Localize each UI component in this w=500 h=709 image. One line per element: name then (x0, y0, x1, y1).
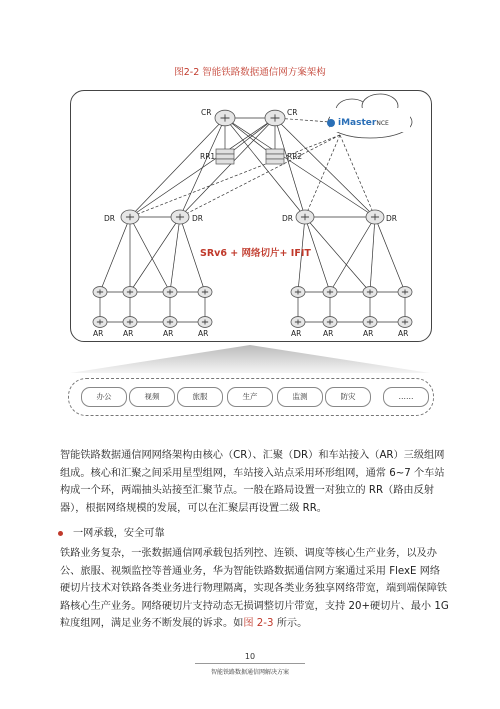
dr-label-3: DR (282, 214, 293, 223)
ar-router-icon-16 (398, 317, 412, 328)
bullet-body-text: 铁路业务复杂，一张数据通信网承载包括列控、连锁、调度等核心生产业务，以及办公、旅服、视频监控等普通业务，华为智能铁路数据通信网方案通过采用 FlexE 网络硬切片技术对铁路各类业务进行物理隔离，实现各类业务独享网络带宽，端到端保障铁路核心生产业务。网络硬切片支持动态无损调整切片带宽，支持 20+硬切片、最小 1G 粒度组网，满足业务不断发展的诉求。如 (60, 548, 449, 629)
rr1-server-icon (216, 149, 234, 164)
imaster-nce-label (338, 118, 389, 128)
bullet-title: 一网承载，安全可靠 (73, 528, 165, 539)
upward-arrow-icon (70, 345, 430, 375)
service-tag-1: 办公 (81, 387, 127, 407)
ar-label-2: AR (123, 329, 134, 338)
ar-router-icon-8 (198, 317, 212, 328)
rr2-label: RR2 (287, 152, 303, 161)
ar-router-icon-9 (291, 287, 305, 298)
service-tag-2: 视频 (129, 387, 175, 407)
cr-label-left: CR (201, 108, 212, 117)
dr-router-icon-1 (121, 210, 139, 224)
ar-router-icon-7 (163, 317, 177, 328)
dr-router-icon-2 (171, 210, 189, 224)
services-panel (68, 378, 434, 416)
ar-label-1: AR (93, 329, 104, 338)
cr-router-left-icon (215, 110, 235, 126)
bullet-heading (58, 524, 165, 539)
service-tag-5: 监测 (277, 387, 323, 407)
bullet-body-end: 所示。 (273, 618, 308, 629)
cr-router-right-icon (265, 110, 285, 126)
bullet-paragraph (60, 545, 450, 633)
ar-label-5: AR (291, 329, 302, 338)
page-number: 10 (244, 652, 256, 661)
bullet-dot-icon (58, 531, 63, 536)
footer-divider (195, 663, 305, 664)
ar-router-icon-6 (123, 317, 137, 328)
ar-router-icon-5 (93, 317, 107, 328)
ar-router-icon-12 (398, 287, 412, 298)
service-tag-7: …… (383, 387, 429, 407)
srv6-overlay-text: SRv6 + 网络切片+ IFIT (200, 248, 311, 259)
ar-label-4: AR (198, 329, 209, 338)
intro-paragraph: 智能铁路数据通信网网络架构由核心（CR）、汇聚（DR）和车站接入（AR）三级组网组成。核心和汇聚之间采用星型组网，车站接入站点采用环形组网，通常 6~7 个车站构成一个环，两端抽头站接至汇聚节点。一般在路局设置一对独立的 RR（路由反射器），根据网络规模的发展，可以在汇聚层再设置二级 RR。 (60, 450, 445, 514)
rr1-label: RR1 (200, 152, 216, 161)
dr-label-4: DR (386, 214, 397, 223)
service-tag-4: 生产 (227, 387, 273, 407)
ar-router-icon-4 (198, 287, 212, 298)
footer-title: 智能铁路数据通信网解决方案 (210, 669, 289, 676)
ar-label-3: AR (163, 329, 174, 338)
dr-router-icon-3 (296, 210, 314, 224)
ar-label-7: AR (363, 329, 374, 338)
cloud-icon (327, 94, 412, 138)
ar-label-6: AR (323, 329, 334, 338)
ar-router-icon-13 (291, 317, 305, 328)
imaster-suffix: NCE (376, 120, 389, 127)
ar-label-8: AR (398, 329, 409, 338)
service-tag-6: 防灾 (325, 387, 371, 407)
rr2-server-icon (266, 149, 284, 164)
dr-router-icon-4 (366, 210, 384, 224)
ar-router-icon-1 (93, 287, 107, 298)
imaster-logo-icon (327, 119, 335, 127)
dr-label-1: DR (104, 214, 115, 223)
ar-router-icon-14 (323, 317, 337, 328)
figure-title: 图2-2 智能铁路数据通信网方案架构 (174, 67, 326, 78)
ar-router-icon-11 (363, 287, 377, 298)
imaster-brand: iMaster (338, 118, 377, 128)
ar-router-icon-15 (363, 317, 377, 328)
figure-2-3-link[interactable]: 图 2-3 (243, 618, 274, 629)
ar-router-icon-3 (163, 287, 177, 298)
dr-label-2: DR (192, 214, 203, 223)
cr-label-right: CR (287, 108, 298, 117)
service-tag-3: 旅服 (177, 387, 223, 407)
ar-router-icon-10 (323, 287, 337, 298)
ar-router-icon-2 (123, 287, 137, 298)
